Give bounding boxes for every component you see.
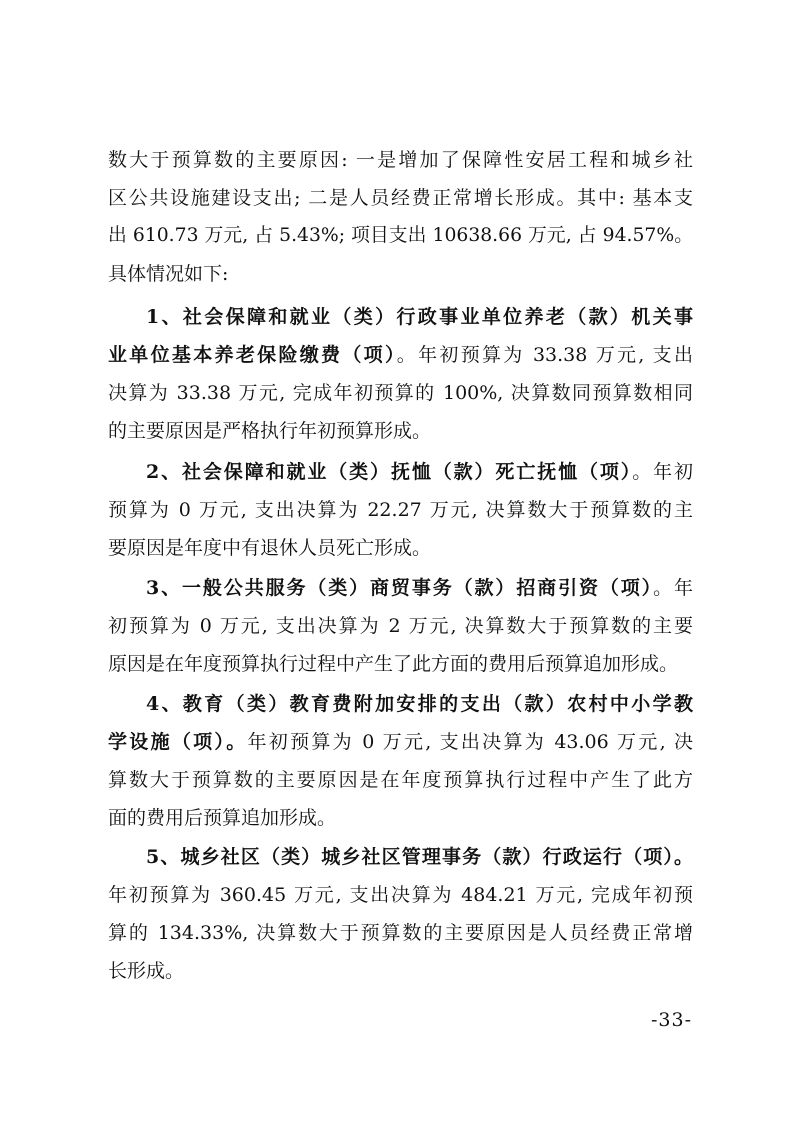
- item-2-heading: 2、社会保障和就业（类）抚恤（款）死亡抚恤（项）: [146, 461, 633, 483]
- item-5-heading: 5、城乡社区（类）城乡社区管理事务（款）行政运行（项）。: [146, 846, 693, 868]
- intro-line-2: 区公共设施建设支出; 二是人员经费正常增长形成。其中: 基本支: [108, 187, 693, 209]
- item-4-line-3: 算数大于预算数的主要原因是在年度预算执行过程中产生了此方: [108, 769, 693, 791]
- item-3-line-1: [146, 574, 693, 602]
- item-4-heading-line-1: 4、教育（类）教育费附加安排的支出（款）农村中小学教: [146, 693, 693, 715]
- item-3-line-3: 原因是在年度预算执行过程中产生了此方面的费用后预算追加形成。: [108, 653, 679, 675]
- item-1-text-start: 。年初预算为 33.38 万元, 支出: [396, 344, 693, 366]
- item-2-line-3: 要原因是年度中有退休人员死亡形成。: [108, 537, 432, 559]
- item-1-line-3: 决算为 33.38 万元, 完成年初预算的 100%, 决算数同预算数相同: [108, 382, 693, 404]
- intro-line-1: 数大于预算数的主要原因: 一是增加了保障性安居工程和城乡社: [108, 149, 693, 171]
- item-2-line-2: 预算为 0 万元, 支出决算为 22.27 万元, 决算数大于预算数的主: [108, 499, 693, 521]
- item-1-line-2: [108, 341, 693, 369]
- page-number: -33-: [650, 1009, 692, 1031]
- item-4-text-start: 年初预算为 0 万元, 支出决算为 43.06 万元, 决: [247, 731, 693, 753]
- item-3-heading-tail: 。年: [653, 577, 693, 599]
- item-3-heading: 3、一般公共服务（类）商贸事务（款）招商引资（项）: [146, 577, 654, 599]
- item-4-heading-line-2: 学设施（项）。: [108, 731, 248, 753]
- item-3-line-2: 初预算为 0 万元, 支出决算为 2 万元, 决算数大于预算数的主要: [108, 615, 693, 637]
- intro-line-4: 具体情况如下:: [108, 263, 229, 285]
- item-4-line-2: [108, 728, 693, 756]
- item-4-line-4: 面的费用后预算追加形成。: [108, 807, 337, 829]
- item-5-line-4: 长形成。: [108, 960, 185, 982]
- item-2-heading-tail: 。年初: [632, 461, 693, 483]
- item-1-heading-line-1: 1、社会保障和就业（类）行政事业单位养老（款）机关事: [146, 306, 693, 328]
- intro-line-3: 出 610.73 万元, 占 5.43%; 项目支出 10638.66 万元, 占 94.57%。: [108, 225, 693, 246]
- item-1-heading-line-2: 业单位基本养老保险缴费（项）: [108, 344, 397, 366]
- item-5-line-3: 算的 134.33%, 决算数大于预算数的主要原因是人员经费正常增: [108, 922, 693, 944]
- item-2-line-1: [146, 458, 693, 486]
- item-5-line-2: 年初预算为 360.45 万元, 支出决算为 484.21 万元, 完成年初预: [108, 884, 693, 906]
- item-1-line-4: 的主要原因是严格执行年初预算形成。: [108, 420, 432, 442]
